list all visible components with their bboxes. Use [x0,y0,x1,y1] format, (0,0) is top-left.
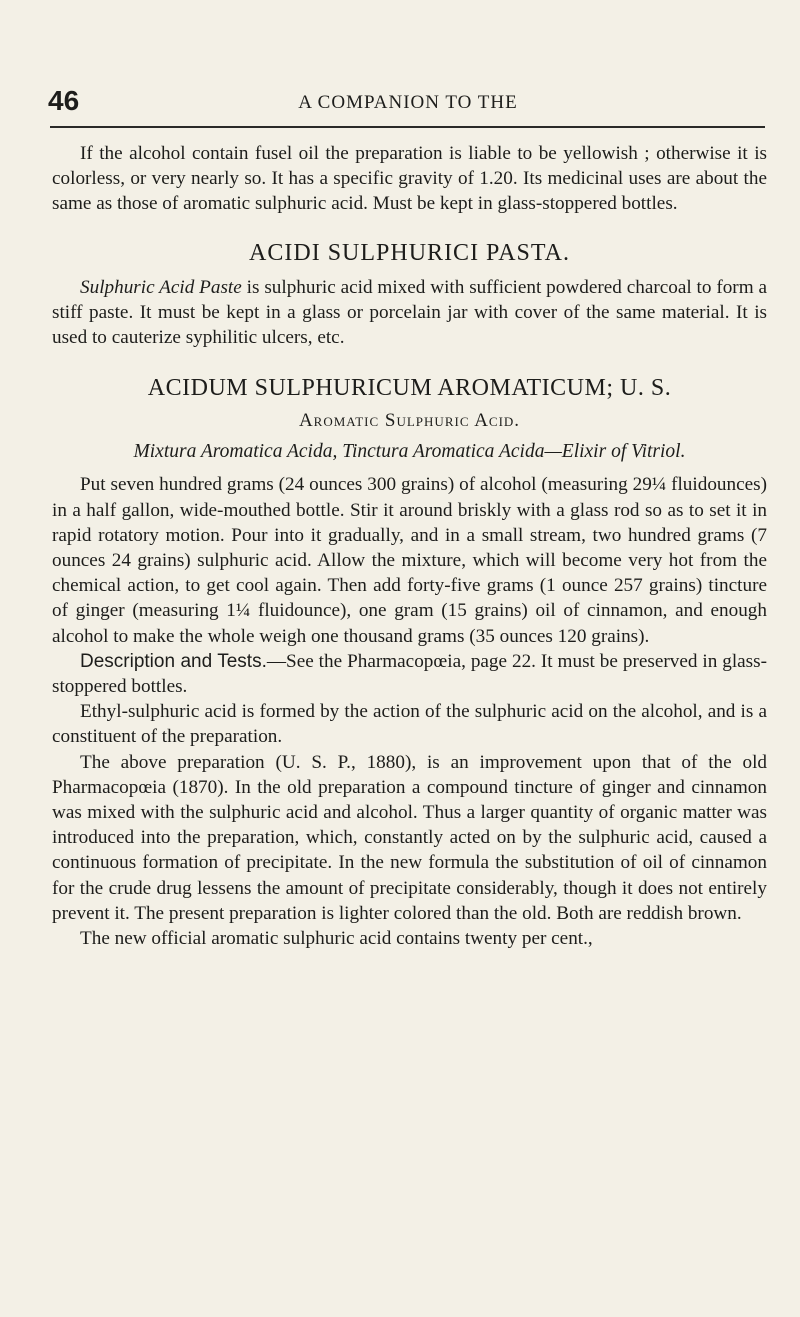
heading-acidi-sulphurici-pasta: ACIDI SULPHURICI PASTA. [249,239,570,266]
heading-aromatic-sulphuric: ACIDUM SULPHURICUM AROMATICUM; U. S. [147,375,672,402]
running-title: A COMPANION TO THE [298,92,518,113]
page-body [52,141,767,951]
intro-paragraph: If the alcohol contain fusel oil the preparation is liable to be yellowish ; otherwise it is colorless, or very nearly so. It has a specific gravity of 1.20. Its medicinal uses are about the same as those of aromatic sulphuric acid. Must be kept in glass-stoppered bottles. [52,143,767,215]
final-paragraph: The new official aromatic sulphuric acid contains twenty per cent., [80,928,593,950]
description-paragraph [52,649,767,699]
description-text: —See the Pharmacopœia, page 22. It must be preserved in glass-stoppered bottles. [52,650,767,698]
pasta-text: is sulphuric acid mixed with sufficient powdered charcoal to form a stiff paste. It must be kept in a glass or porcelain jar with cover of the same material. It is used to cauterize syphilitic ulcers, etc. [52,276,768,349]
ethyl-paragraph: Ethyl-sulphuric acid is formed by the action of the sulphuric acid on the alcohol, and is a constituent of the preparation. [52,701,767,748]
page-number: 46 [48,85,80,116]
pasta-term: Sulphuric Acid Paste [80,276,242,298]
description-label: Description and Tests. [80,650,267,672]
subheading-aromatic: Aromatic Sulphuric Acid. [298,410,521,432]
page-header [48,86,768,120]
synonyms: Mixtura Aromatica Acida, Tinctura Aromatica Acida—Elixir of Vitriol. [133,441,686,463]
header-rule [50,126,765,128]
preparation-paragraph: Put seven hundred grams (24 ounces 300 grains) of alcohol (measuring 29¼ fluidounces) in a half gallon, wide-mouthed bottle. Stir it around briskly with a glass rod so as to set it in rapid rotatory motion. Pour into it gradually, and in a small stream, two hundred grams (7 ounces 24 grains) sulphuric acid. Allow the mixture, which will become very hot from the chemical action, to get cool again. Then add forty-five grams (1 ounce 257 grains) tincture of ginger (measuring 1¼ fluidounce), one gram (15 grains) oil of cinnamon, and enough alcohol to make the whole weigh one thousand grams (35 ounces 120 grains). [52,474,767,647]
comparison-paragraph: The above preparation (U. S. P., 1880), is an improvement upon that of the old Pharmacopœia (1870). In the old preparation a compound tincture of ginger and cinnamon was mixed with the sulphuric acid and alcohol. Thus a larger quantity of organic matter was introduced into the preparation, which, constantly acted on by the sulphuric acid, caused a continuous formation of precipitate. In the new formula the substitution of oil of cinnamon for the crude drug lessens the amount of precipitate considerably, though it does not entirely prevent it. The present preparation is lighter colored than the old. Both are reddish brown. [52,751,767,924]
pasta-paragraph [52,275,767,351]
